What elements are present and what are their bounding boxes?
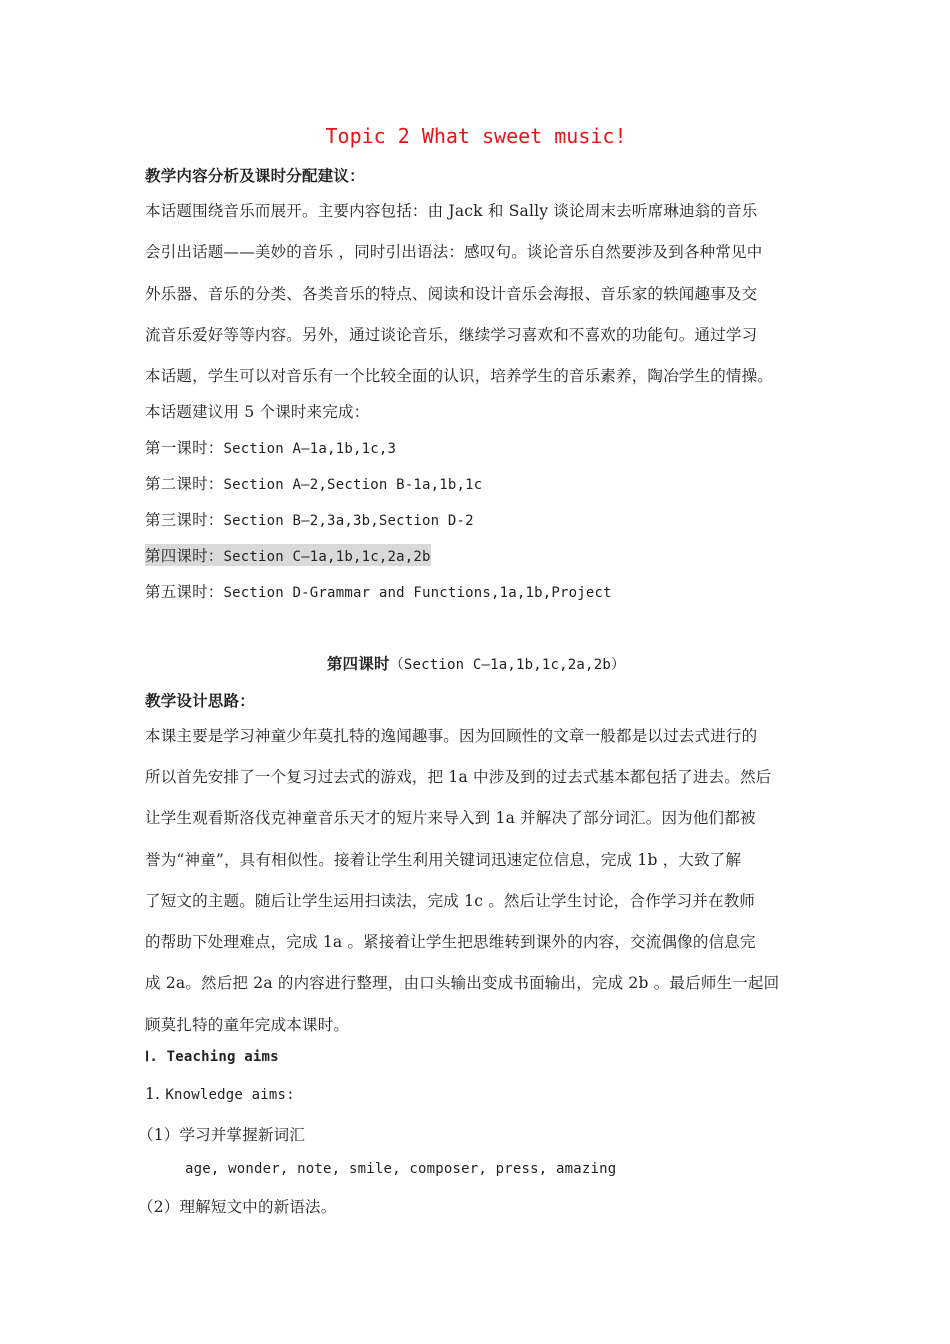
lesson-content: Section C—1a,1b,1c,2a,2b [223, 549, 431, 565]
list-item: （2）理解短文中的新语法。 [138, 1198, 337, 1216]
lesson-label: 第三课时： [145, 511, 224, 529]
design-paragraph-line: 了短文的主题。随后让学生运用扫读法，完成 1c 。然后让学生讨论，合作学习并在教师 [145, 892, 756, 910]
vocabulary-list: age, wonder, note, smile, composer, press, amazing [185, 1161, 617, 1177]
design-paragraph-line: 顾莫扎特的童年完成本课时。 [145, 1016, 350, 1034]
teaching-aims-heading: Ⅰ. Teaching aims [145, 1049, 279, 1065]
list-item: （1）学习并掌握新词汇 [138, 1126, 306, 1144]
knowledge-aims-number: 1. [145, 1085, 161, 1103]
document-title: Topic 2 What sweet music! [325, 124, 627, 148]
lesson4-heading [145, 652, 807, 674]
lesson4-heading-rest: （Section C—1a,1b,1c,2a,2b） [389, 657, 626, 673]
lesson-content: Section B—2,3a,3b,Section D-2 [223, 513, 474, 529]
design-paragraph-line: 的帮助下处理难点，完成 1a 。紧接着让学生把思维转到课外的内容，交流偶像的信息完 [145, 933, 756, 951]
design-paragraph-line: 成 2a。然后把 2a 的内容进行整理，由口头输出变成书面输出，完成 2b 。最后师生一起回 [145, 974, 780, 992]
intro-paragraph-line: 本话题建议用 5 个课时来完成： [145, 403, 370, 421]
knowledge-aims-text: Knowledge aims: [165, 1087, 295, 1103]
lesson-label: 第一课时： [145, 439, 224, 457]
lesson-label: 第四课时： [145, 547, 224, 565]
design-paragraph-line: 本课主要是学习神童少年莫扎特的逸闻趣事。因为回顾性的文章一般都是以过去式进行的 [145, 727, 758, 745]
lesson-label: 第五课时： [145, 583, 224, 601]
lesson-line [145, 436, 396, 458]
lesson-label: 第二课时： [145, 475, 224, 493]
intro-paragraph-line: 本话题围绕音乐而展开。主要内容包括：由 Jack 和 Sally 谈论周末去听席琳迪翁的音乐 [145, 202, 758, 220]
design-paragraph-line: 让学生观看斯洛伐克神童音乐天才的短片来导入到 1a 并解决了部分词汇。因为他们都被 [145, 809, 756, 827]
section-heading-analysis: 教学内容分析及课时分配建议： [145, 166, 365, 185]
knowledge-aims-line [145, 1085, 295, 1103]
lesson-line-highlighted [145, 544, 431, 566]
intro-paragraph-line: 会引出话题——美妙的音乐 ，同时引出语法：感叹句。谈论音乐自然要涉及到各种常见中 [145, 243, 763, 261]
lesson-content: Section A—2,Section B-1a,1b,1c [223, 477, 483, 493]
design-paragraph-line: 誉为“神童”，具有相似性。接着让学生利用关键词迅速定位信息，完成 1b ，大致了解 [145, 851, 742, 869]
lesson-content: Section A—1a,1b,1c,3 [223, 441, 397, 457]
lesson4-heading-bold: 第四课时 [326, 654, 390, 673]
lesson-line [145, 472, 482, 494]
lesson-line [145, 580, 612, 602]
intro-paragraph-line: 本话题，学生可以对音乐有一个比较全面的认识，培养学生的音乐素养，陶冶学生的情操。 [145, 367, 774, 385]
section-heading-design: 教学设计思路： [145, 691, 255, 710]
intro-paragraph-line: 外乐器、音乐的分类、各类音乐的特点、阅读和设计音乐会海报、音乐家的轶闻趣事及交 [145, 285, 758, 303]
lesson-content: Section D-Grammar and Functions,1a,1b,Project [223, 585, 612, 601]
intro-paragraph-line: 流音乐爱好等等内容。另外，通过谈论音乐，继续学习喜欢和不喜欢的功能句。通过学习 [145, 326, 758, 344]
lesson-line [145, 508, 474, 530]
design-paragraph-line: 所以首先安排了一个复习过去式的游戏，把 1a 中涉及到的过去式基本都包括了进去。然后 [145, 768, 772, 786]
